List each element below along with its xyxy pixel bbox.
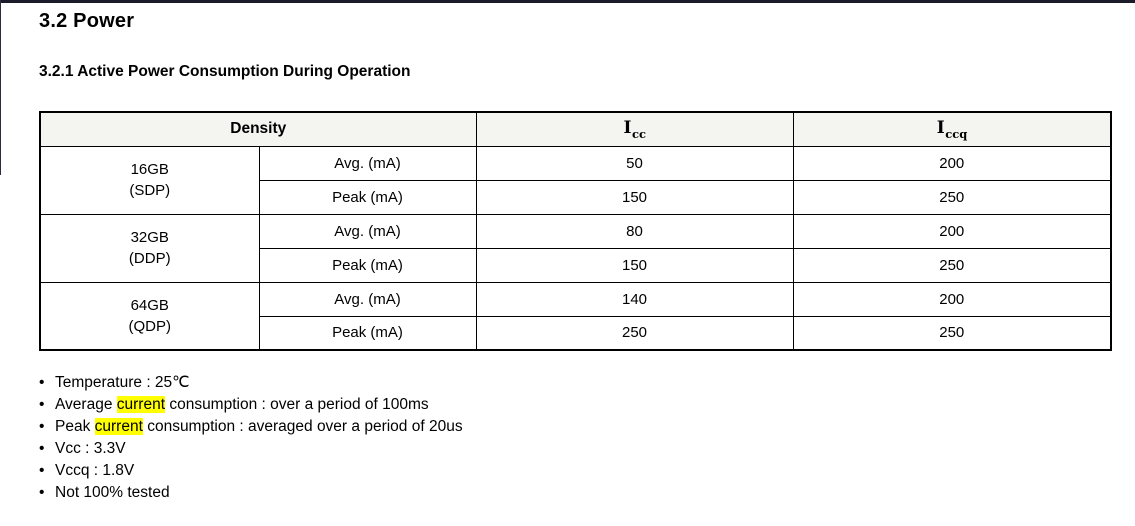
iccq-value: 200 [793,282,1111,316]
note-temperature: • Temperature : 25℃ [39,372,463,394]
density-label: 32GB [130,229,169,246]
note-average-current: • Average current consumption : over a period of 100ms [39,394,463,416]
bullet-glyph: • [39,374,45,391]
note-vcc: • Vcc : 3.3V [39,438,463,460]
table-row [40,282,1111,316]
density-label: 64GB [130,296,169,314]
iccq-value: 250 [793,248,1111,282]
table-row [40,214,1111,248]
density-package: (SDP) [129,182,171,199]
iccq-value: 200 [793,146,1111,180]
density-package: (DDP) [128,250,171,267]
table-row [40,146,1111,180]
icc-value: 250 [476,316,793,350]
page-top-edge [0,0,1135,3]
bullet-glyph: • [39,396,45,413]
col-header-density: Density [40,112,476,146]
iccq-symbol: $I_{ccq}$ [936,118,968,142]
density-package: (QDP) [128,317,171,335]
density-cell-16gb [40,146,259,214]
table-header-row [40,112,1111,146]
metric-label: Avg. (mA) [259,214,476,248]
highlight: current [94,418,143,435]
power-consumption-table [39,111,1112,351]
notes-list [39,372,463,504]
metric-label: Peak (mA) [259,316,476,350]
bullet-glyph: • [39,440,45,457]
note-peak-current: • Peak current consumption : averaged over a period of 20us [39,416,463,438]
icc-value: 150 [476,180,793,214]
subsection-title: 3.2.1 Active Power Consumption During Operation [39,63,411,80]
icc-value: 150 [476,248,793,282]
col-header-icc [476,112,793,146]
col-header-iccq [793,112,1111,146]
bullet-glyph: • [39,462,45,479]
note-vccq: • Vccq : 1.8V [39,460,463,482]
section-title: 3.2 Power [39,10,135,32]
note-not-tested: • Not 100% tested [39,482,463,504]
icc-value: 80 [476,214,793,248]
page-left-edge [0,0,1,175]
bullet-glyph: • [39,418,45,435]
metric-label: Peak (mA) [259,180,476,214]
icc-symbol: $I_{cc}$ [623,118,646,142]
metric-label: Peak (mA) [259,248,476,282]
icc-value: 140 [476,282,793,316]
density-cell-32gb [40,214,259,282]
highlight: current [116,396,166,413]
icc-value: 50 [476,146,793,180]
density-label: 16GB [130,161,169,178]
iccq-value: 250 [793,316,1111,350]
bullet-glyph: • [39,484,45,501]
metric-label: Avg. (mA) [259,282,476,316]
metric-label: Avg. (mA) [259,146,476,180]
iccq-value: 250 [793,180,1111,214]
iccq-value: 200 [793,214,1111,248]
density-cell-64gb [40,282,259,350]
